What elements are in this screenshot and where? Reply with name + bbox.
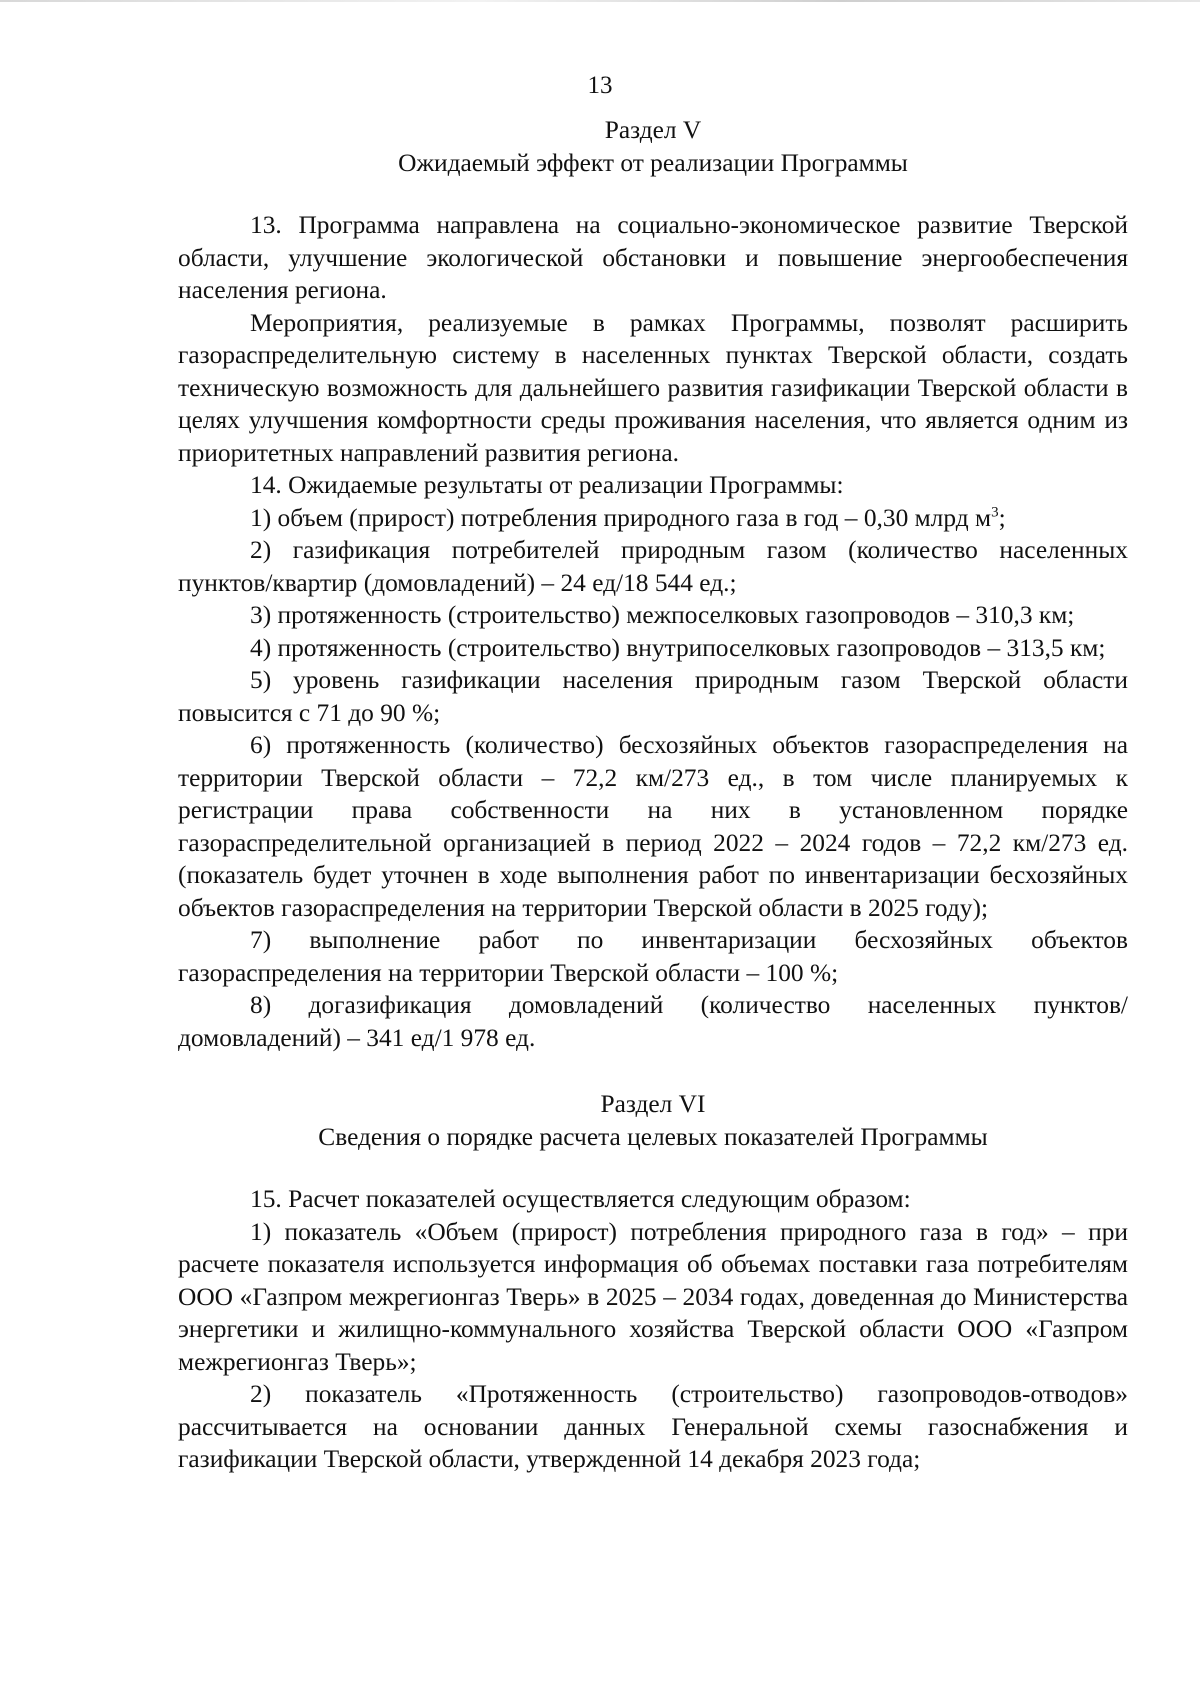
cubic-superscript: 3 [991, 504, 999, 521]
result-item-2: 2) газификация потребителей природным газом (количество населенных пунктов/квартир (домовладений) – 24 ед/18 544 ед.; [178, 536, 1128, 597]
result-item-3: 3) протяженность (строительство) межпоселковых газопроводов – 310,3 км; [250, 601, 1075, 629]
scan-top-edge [0, 0, 1200, 2]
section-5-label: Раздел V [604, 116, 702, 144]
section-5-title: Ожидаемый эффект от реализации Программы [398, 148, 908, 177]
result-item-7: 7) выполнение работ по инвентаризации бесхозяйных объектов газораспределения на территории Тверской области – 100 %; [178, 926, 1128, 987]
result-item-1 [178, 502, 1128, 535]
calc-item-2: 2) показатель «Протяженность (строительство) газопроводов-отводов» рассчитывается на основании данных Генеральной схемы газоснабжения и газификации Тверской области, утвержденной 14 декабря 2023 года; [178, 1380, 1128, 1473]
document-body [178, 114, 1128, 1476]
result-item-5: 5) уровень газификации населения природным газом Тверской области повысится с 71 до 90 %; [178, 666, 1128, 727]
paragraph-activities: Мероприятия, реализуемые в рамках Программы, позволят расширить газораспределительную систему в населенных пунктах Тверской области, создать техническую возможность для дальнейшего развития газификации Тверской области в целях улучшения комфортности среды проживания населения, что является одним из приоритетных направлений развития региона. [178, 308, 1128, 467]
page-number: 13 [587, 72, 613, 99]
result-item-4: 4) протяженность (строительство) внутрипоселковых газопроводов – 313,5 км; [250, 633, 1106, 662]
paragraph-14: 14. Ожидаемые результаты от реализации Программы: [250, 471, 844, 499]
section-spacer [178, 1054, 1128, 1088]
result-item-1-suffix: ; [998, 503, 1006, 532]
calc-item-1: 1) показатель «Объем (прирост) потребления природного газа в год» – при расчете показателя используется информация об объемах поставки газа потребителям ООО «Газпром межрегионгаз Тверь» в 2025 – 2034 годах, доведенная до Министерства энергетики и жилищно-коммунального хозяйства Тверской области ООО «Газпром межрегионгаз Тверь»; [178, 1217, 1128, 1376]
paragraph-15: 15. Расчет показателей осуществляется следующим образом: [250, 1185, 911, 1213]
result-item-8: 8) догазификация домовладений (количество населенных пунктов/домовладений) – 341 ед/1 978 ед. [178, 991, 1128, 1052]
result-item-6: 6) протяженность (количество) бесхозяйных объектов газораспределения на территории Тверской области – 72,2 км/273 ед., в том числе планируемых к регистрации права собственности на них в установленном порядке газораспределительной организацией в период 2022 – 2024 годов – 72,2 км/273 ед. (показатель будет уточнен в ходе выполнения работ по инвентаризации бесхозяйных объектов газораспределения на территории Тверской области в 2025 году); [178, 731, 1128, 922]
paragraph-13: 13. Программа направлена на социально-экономическое развитие Тверской области, улучшение экологической обстановки и повышение энергообеспечения населения региона. [178, 211, 1128, 304]
section-6-title: Сведения о порядке расчета целевых показателей Программы [318, 1122, 988, 1151]
result-item-1-text: 1) объем (прирост) потребления природного газа в год – 0,30 млрд м [250, 503, 992, 532]
section-6-label: Раздел VI [600, 1090, 706, 1118]
